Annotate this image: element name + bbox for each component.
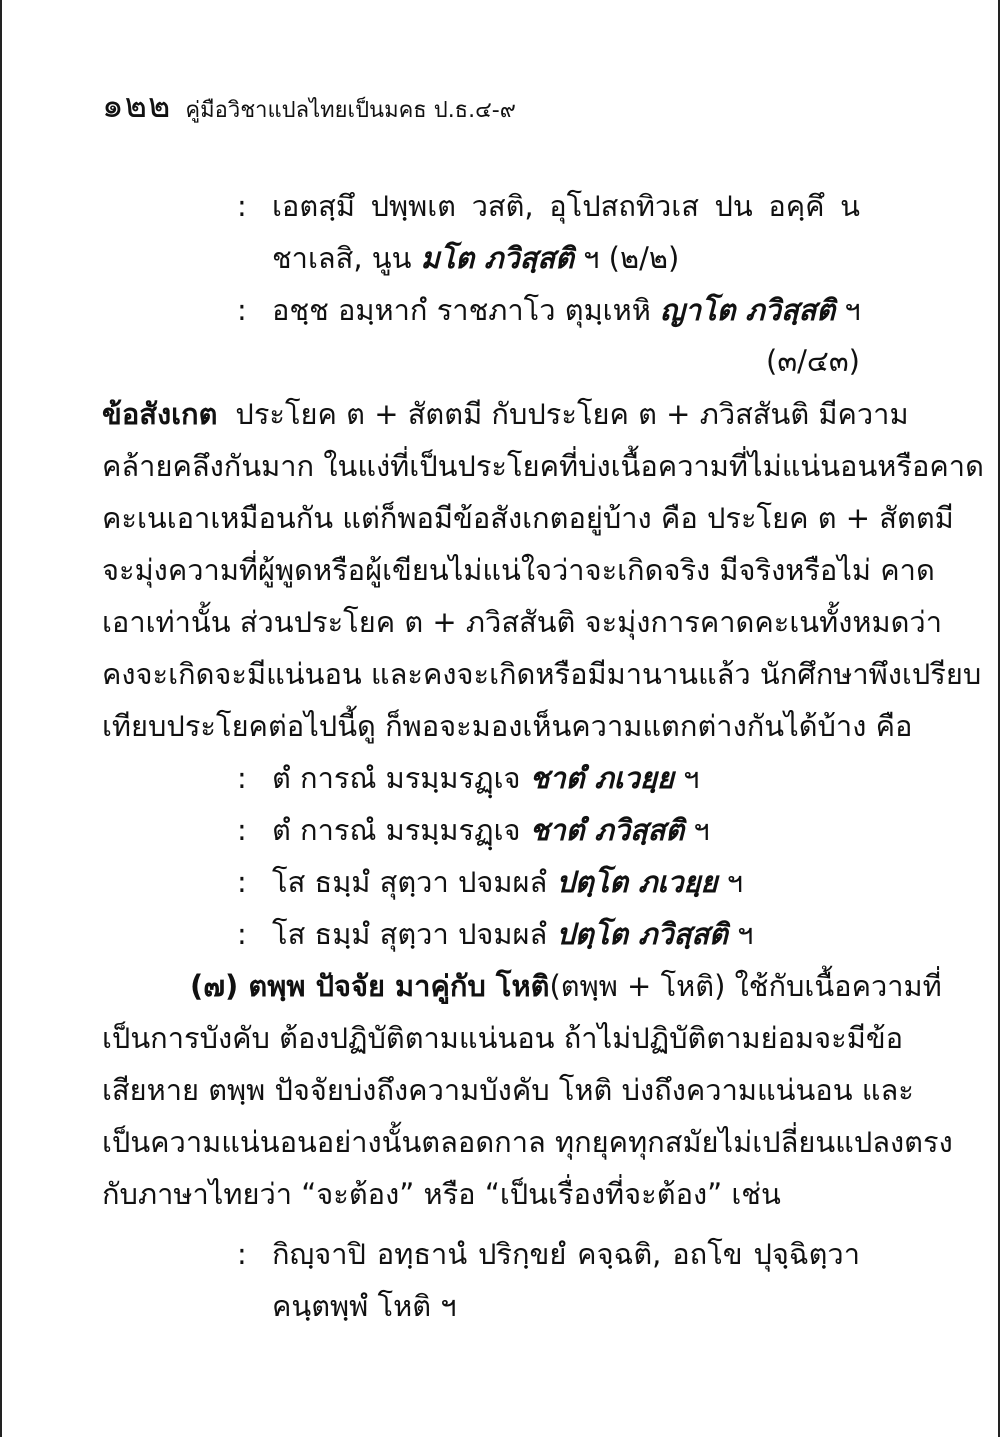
section-heading: (๗) ตพฺพ ปัจจัย มาคู่กับ โหติ [190,969,550,1003]
example-line-continued: คนฺตพฺพํ โหติ ฯ [272,1289,457,1323]
note-label: ข้อสังเกต [102,397,218,431]
colon-marker: : [237,293,247,327]
compare-example: โส ธมฺมํ สุตฺวา ปจมผลํ ปตฺโต ภวิสฺสติ ฯ [272,917,754,951]
example-line: เอตสฺมึ ปพฺพเต วสติ, อุโปสถทิวเส ปน อคฺคึ น [272,189,860,223]
example-line: อชฺช อมฺหากํ ราชภาโว ตุมฺเหหิ ญาโต ภวิสฺสติ ฯ [272,293,861,327]
page-header [102,78,516,126]
paragraph-line: เอาเท่านั้น ส่วนประโยค ต + ภวิสสันติ จะมุ่งการคาดคะเนทั้งหมดว่า [102,605,942,639]
emphasis-phrase: ญาโต ภวิสฺสติ [660,293,836,327]
running-title: คู่มือวิชาแปลไทยเป็นมคธ ป.ธ.๔-๙ [185,98,516,123]
colon-marker: : [237,813,247,847]
colon-marker: : [237,761,247,795]
paragraph-line: คงจะเกิดจะมีแน่นอน และคงจะเกิดหรือมีมานานแล้ว นักศึกษาพึงเปรียบ [102,657,982,691]
colon-marker: : [237,865,247,899]
colon-marker: : [237,917,247,951]
emphasis-phrase: ชาตํ ภวิสฺสติ [529,813,685,847]
compare-example: โส ธมฺมํ สุตฺวา ปจมผลํ ปตฺโต ภเวยฺย ฯ [272,865,744,899]
paragraph-line: จะมุ่งความที่ผู้พูดหรือผู้เขียนไม่แน่ใจว่าจะเกิดจริง มีจริงหรือไม่ คาด [102,553,935,587]
emphasis-phrase: ปตฺโต ภวิสฺสติ [556,917,728,951]
page-number: ๑๒๒ [102,86,172,126]
note-text: ประโยค ต + สัตตมี กับประโยค ต + ภวิสสันติ มีความ [235,397,909,431]
emphasis-phrase: มโต ภวิสฺสติ [420,241,574,275]
compare-example: ตํ การณํ มรมฺมรฏฺเจ ชาตํ ภเวยฺย ฯ [272,761,700,795]
note-first-line [102,394,909,434]
example-line: กิญฺจาปิ อทฺธานํ ปริกฺขยํ คจฺฉติ, อถโข ปุจฺฉิตฺวา [272,1237,860,1271]
emphasis-phrase: ชาตํ ภเวยฺย [529,761,674,795]
emphasis-phrase: ปตฺโต ภเวยฺย [556,865,718,899]
paragraph-line: คะเนเอาเหมือนกัน แต่ก็พอมีข้อสังเกตอยู่บ้าง คือ ประโยค ต + สัตตมี [102,501,954,535]
colon-marker: : [237,189,247,223]
paragraph-line: เสียหาย ตพฺพ ปัจจัยบ่งถึงความบังคับ โหติ บ่งถึงความแน่นอน และ [102,1073,914,1107]
paragraph-line: เทียบประโยคต่อไปนี้ดู ก็พอจะมองเห็นความแตกต่างกันได้บ้าง คือ [102,709,913,743]
reference-number: (๓/๔๓) [766,344,860,378]
section-7-first-line [190,966,942,1006]
paragraph-line: เป็นความแน่นอนอย่างนั้นตลอดกาล ทุกยุคทุกสมัยไม่เปลี่ยนแปลงตรง [102,1125,953,1159]
page-left-border [0,0,2,1437]
section-heading-rest: (ตพฺพ + โหติ) ใช้กับเนื้อความที่ [549,969,942,1003]
paragraph-line: เป็นการบังคับ ต้องปฏิบัติตามแน่นอน ถ้าไม่ปฏิบัติตามย่อมจะมีข้อ [102,1021,904,1055]
compare-example: ตํ การณํ มรมฺมรฏฺเจ ชาตํ ภวิสฺสติ ฯ [272,813,710,847]
colon-marker: : [237,1237,247,1271]
example-line-continued: ชาเลสิ, นูน มโต ภวิสฺสติ ฯ (๒/๒) [272,241,680,275]
paragraph-line: กับภาษาไทยว่า “จะต้อง” หรือ “เป็นเรื่องที่จะต้อง” เช่น [102,1177,781,1211]
paragraph-line: คล้ายคลึงกันมาก ในแง่ที่เป็นประโยคที่บ่งเนื้อความที่ไม่แน่นอนหรือคาด [102,449,984,483]
